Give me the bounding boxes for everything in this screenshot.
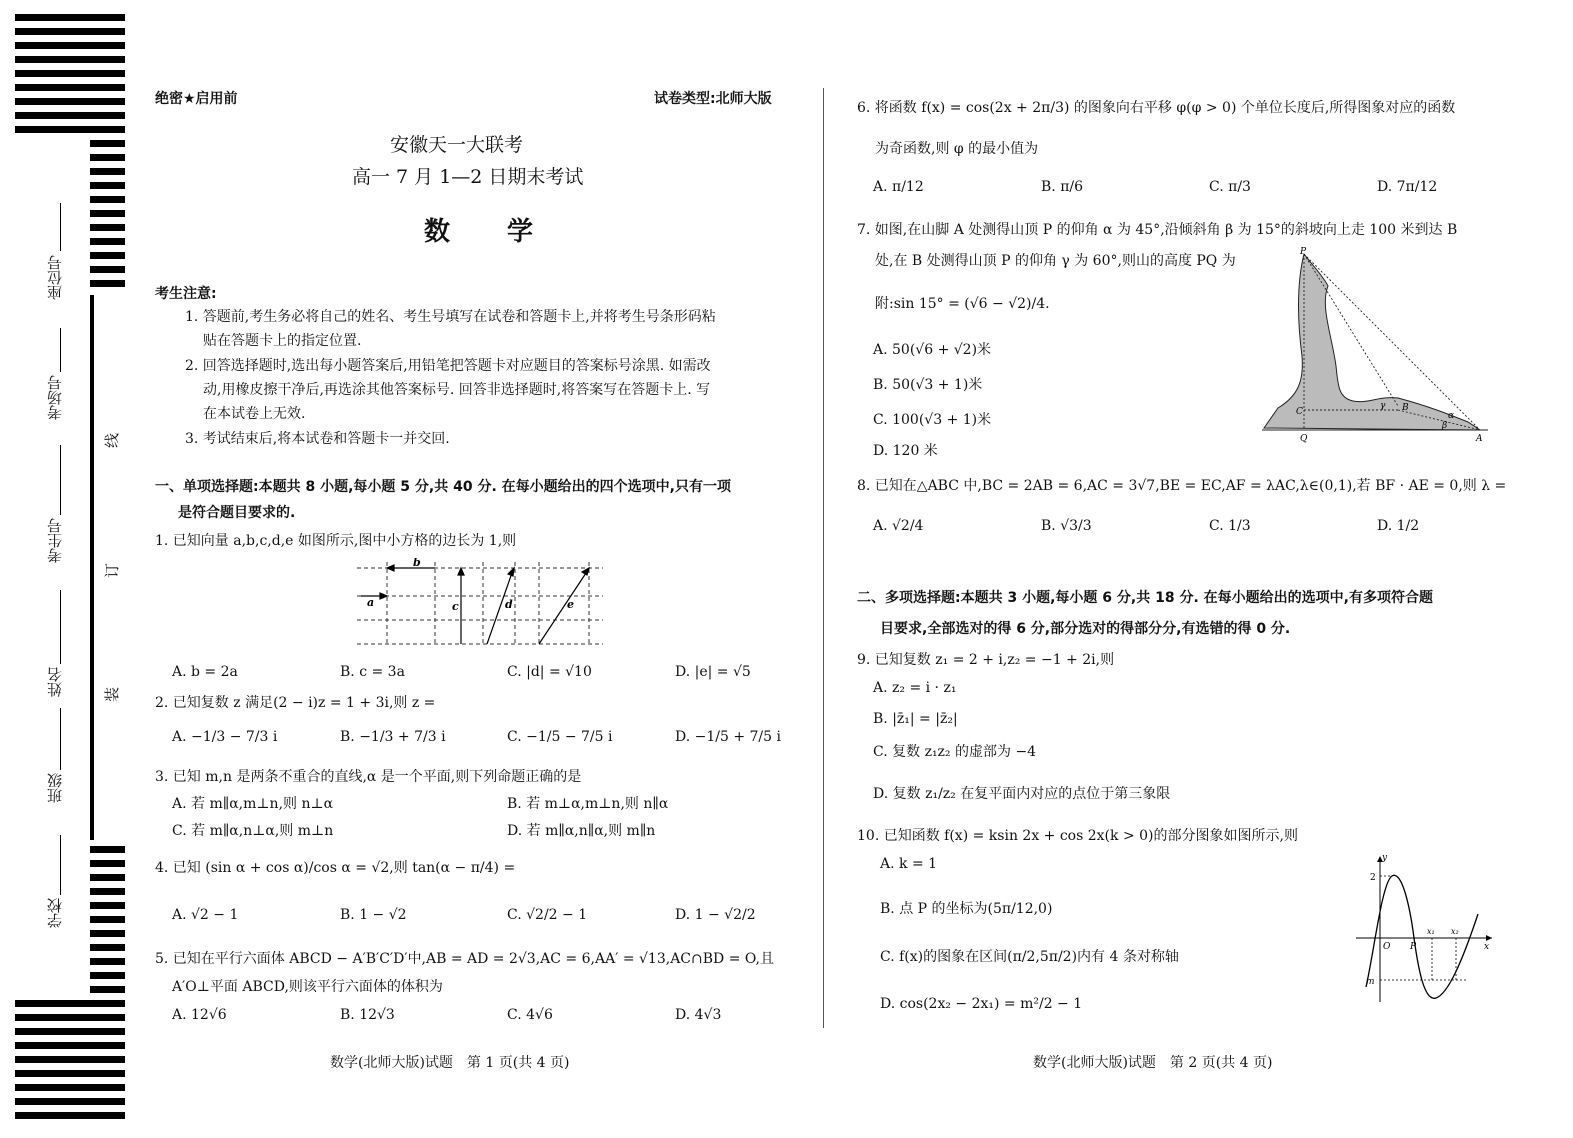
q8-option-c[interactable]: C. 1/3 [1209,518,1251,534]
q4-option-a[interactable]: A. √2 − 1 [172,907,239,923]
fig-label: B [1402,403,1409,413]
q3-option-c[interactable]: C. 若 m∥α,n⊥α,则 m⊥n [172,823,334,839]
field-class: 班级 [46,773,64,803]
q7-option-d[interactable]: D. 120 米 [873,443,938,459]
fig-label: m [1366,977,1375,987]
subject-title: 数 学 [424,217,558,247]
q8-option-b[interactable]: B. √3/3 [1041,518,1092,534]
vec-label: d [505,598,513,611]
notice-item: 3. 考试结束后,将本试卷和答题卡一并交回. [185,431,450,447]
fig-label: O [1383,942,1391,952]
q1-option-b[interactable]: B. c = 3a [340,664,405,680]
q7-option-c[interactable]: C. 100(√3 + 1)米 [873,412,992,428]
notice-item: 动,用橡皮擦干净后,再选涂其他答案标号. 回答非选择题时,将答案写在答题卡上. 写 [203,382,711,398]
q6-stem: 6. 将函数 f(x) = cos(2x + 2π/3) 的图象向右平移 φ(φ > 0) 个单位长度后,所得图象对应的函数 [857,100,1456,116]
bind-mark-ding: 订 [103,562,122,579]
field-room: 考场号 [46,375,64,420]
notice-item: 1. 答题前,考生务必将自己的姓名、考生号填写在试卷和答题卡上,并将考生号条形码粘 [185,309,716,325]
q5-stem: 5. 已知在平行六面体 ABCD − A′B′C′D′中,AB = AD = 2√3,AC = 6,AA′ = √13,AC∩BD = O,且 [155,951,774,967]
q6-option-c[interactable]: C. π/3 [1209,179,1251,195]
secret-label: 绝密★启用前 [155,91,238,107]
notice-item: 贴在答题卡上的指定位置. [203,333,362,349]
exam-title: 高一 7 月 1—2 日期末考试 [352,166,584,188]
section1-heading-cont: 是符合题目要求的. [178,505,296,521]
q10-option-d[interactable]: D. cos(2x₂ − 2x₁) = m²/2 − 1 [880,996,1083,1012]
q4-option-b[interactable]: B. 1 − √2 [340,907,407,923]
exam-type: 试卷类型:北师大版 [654,91,772,107]
q1-option-d[interactable]: D. |e| = √5 [675,664,751,680]
fig-label: A [1476,434,1483,444]
bind-mark-zhuang: 装 [103,686,122,703]
fig-label: Q [1300,434,1308,444]
vec-label: b [413,558,421,569]
field-school: 学校 [46,898,64,928]
q7-option-a[interactable]: A. 50(√6 + √2)米 [873,342,992,358]
exam-org: 安徽天一大联考 [390,134,524,156]
q8-stem: 8. 已知在△ABC 中,BC = 2AB = 6,AC = 3√7,BE = EC,AF = λAC,λ∈(0,1),若 BF · AE = 0,则 λ = [857,478,1507,494]
q1-vector-figure [355,558,605,648]
q2-option-d[interactable]: D. −1/5 + 7/5 i [675,729,781,745]
q3-option-a[interactable]: A. 若 m∥α,m⊥n,则 n⊥α [172,796,334,812]
q7-stem: 7. 如图,在山脚 A 处测得山顶 P 的仰角 α 为 45°,沿倾斜角 β 为 15°的斜坡向上走 100 米到达 B [857,222,1458,238]
field-seat: 座位号 [46,255,64,300]
q1-option-c[interactable]: C. |d| = √10 [507,664,592,680]
vec-label: e [567,598,574,611]
q10-option-c[interactable]: C. f(x)的图象在区间(π/2,5π/2)内有 4 条对称轴 [880,949,1179,965]
q4-stem: 4. 已知 (sin α + cos α)/cos α = √2,则 tan(α − π/4) = [155,860,516,876]
section1-heading: 一、单项选择题:本题共 8 小题,每小题 5 分,共 40 分. 在每小题给出的四个选项中,只有一项 [155,479,731,495]
q10-option-b[interactable]: B. 点 P 的坐标为(5π/12,0) [880,901,1053,917]
fig-label: y [1382,853,1388,863]
notice-title: 考生注意: [155,286,217,302]
q10-graph-figure [1352,852,1497,1007]
field-examnum: 考生号 [46,518,64,563]
q6-stem-cont: 为奇函数,则 φ 的最小值为 [875,141,1039,157]
q10-option-a[interactable]: A. k = 1 [880,856,938,872]
q7-option-b[interactable]: B. 50(√3 + 1)米 [873,377,983,393]
q8-option-d[interactable]: D. 1/2 [1377,518,1420,534]
q8-option-a[interactable]: A. √2/4 [873,518,924,534]
q7-note: 附:sin 15° = (√6 − √2)/4. [875,296,1050,312]
q1-option-a[interactable]: A. b = 2a [172,664,238,680]
section2-heading: 二、多项选择题:本题共 3 小题,每小题 6 分,共 18 分. 在每小题给出的选项中,有多项符合题 [857,590,1433,606]
bind-mark-line: 线 [103,432,122,449]
q2-option-b[interactable]: B. −1/3 + 7/3 i [340,729,446,745]
q5-option-d[interactable]: D. 4√3 [675,1007,722,1023]
q3-stem: 3. 已知 m,n 是两条不重合的直线,α 是一个平面,则下列命题正确的是 [155,769,582,785]
q9-option-c[interactable]: C. 复数 z₁z₂ 的虚部为 −4 [873,744,1037,760]
notice-item: 2. 回答选择题时,选出每小题答案后,用铅笔把答题卡对应题目的答案标号涂黑. 如需改 [185,358,711,374]
q4-option-c[interactable]: C. √2/2 − 1 [507,907,588,923]
fig-label: P [1410,942,1417,952]
fig-label: α [1448,411,1455,421]
q9-stem: 9. 已知复数 z₁ = 2 + i,z₂ = −1 + 2i,则 [857,652,1115,668]
fig-label: P [1300,247,1307,257]
q2-option-c[interactable]: C. −1/5 − 7/5 i [507,729,613,745]
q5-option-c[interactable]: C. 4√6 [507,1007,553,1023]
fig-label: C [1296,407,1303,417]
fig-label: x₂ [1451,927,1459,936]
fig-label: 2 [1370,873,1376,883]
footer-page1: 数学(北师大版)试题 第 1 页(共 4 页) [330,1055,570,1071]
page-divider [823,88,824,1028]
fig-label: x [1484,942,1490,952]
q3-option-b[interactable]: B. 若 m⊥α,m⊥n,则 n∥α [507,796,669,812]
q9-option-b[interactable]: B. |z̄₁| = |z̄₂| [873,711,958,727]
section2-heading-cont: 目要求,全部选对的得 6 分,部分选对的得部分分,有选错的得 0 分. [880,621,1291,637]
q9-option-a[interactable]: A. z₂ = i · z₁ [873,680,957,696]
q4-option-d[interactable]: D. 1 − √2/2 [675,907,756,923]
q2-stem: 2. 已知复数 z 满足(2 − i)z = 1 + 3i,则 z = [155,695,436,711]
q6-option-b[interactable]: B. π/6 [1041,179,1084,195]
q5-option-b[interactable]: B. 12√3 [340,1007,395,1023]
fig-label: β [1442,421,1448,431]
vec-label: c [452,600,459,613]
q5-option-a[interactable]: A. 12√6 [172,1007,227,1023]
q9-option-d[interactable]: D. 复数 z₁/z₂ 在复平面内对应的点位于第三象限 [873,786,1171,802]
q6-option-d[interactable]: D. 7π/12 [1377,179,1438,195]
fig-label: γ [1380,401,1386,411]
q1-stem: 1. 已知向量 a,b,c,d,e 如图所示,图中小方格的边长为 1,则 [155,533,517,549]
field-name: 姓名 [46,667,64,697]
q2-option-a[interactable]: A. −1/3 − 7/3 i [172,729,278,745]
q7-stem-cont: 处,在 B 处测得山顶 P 的仰角 γ 为 60°,则山的高度 PQ 为 [875,253,1236,269]
q3-option-d[interactable]: D. 若 m∥α,n∥α,则 m∥n [507,823,656,839]
q6-option-a[interactable]: A. π/12 [873,179,924,195]
q7-mountain-figure [1258,246,1493,446]
fig-label: x₁ [1427,927,1435,936]
q5-stem-cont: A′O⊥平面 ABCD,则该平行六面体的体积为 [172,979,443,995]
q10-stem: 10. 已知函数 f(x) = ksin 2x + cos 2x(k > 0)的部分图象如图所示,则 [857,828,1298,844]
notice-item: 在本试卷上无效. [203,406,306,422]
vec-label: a [367,596,375,609]
footer-page2: 数学(北师大版)试题 第 2 页(共 4 页) [1033,1055,1273,1071]
